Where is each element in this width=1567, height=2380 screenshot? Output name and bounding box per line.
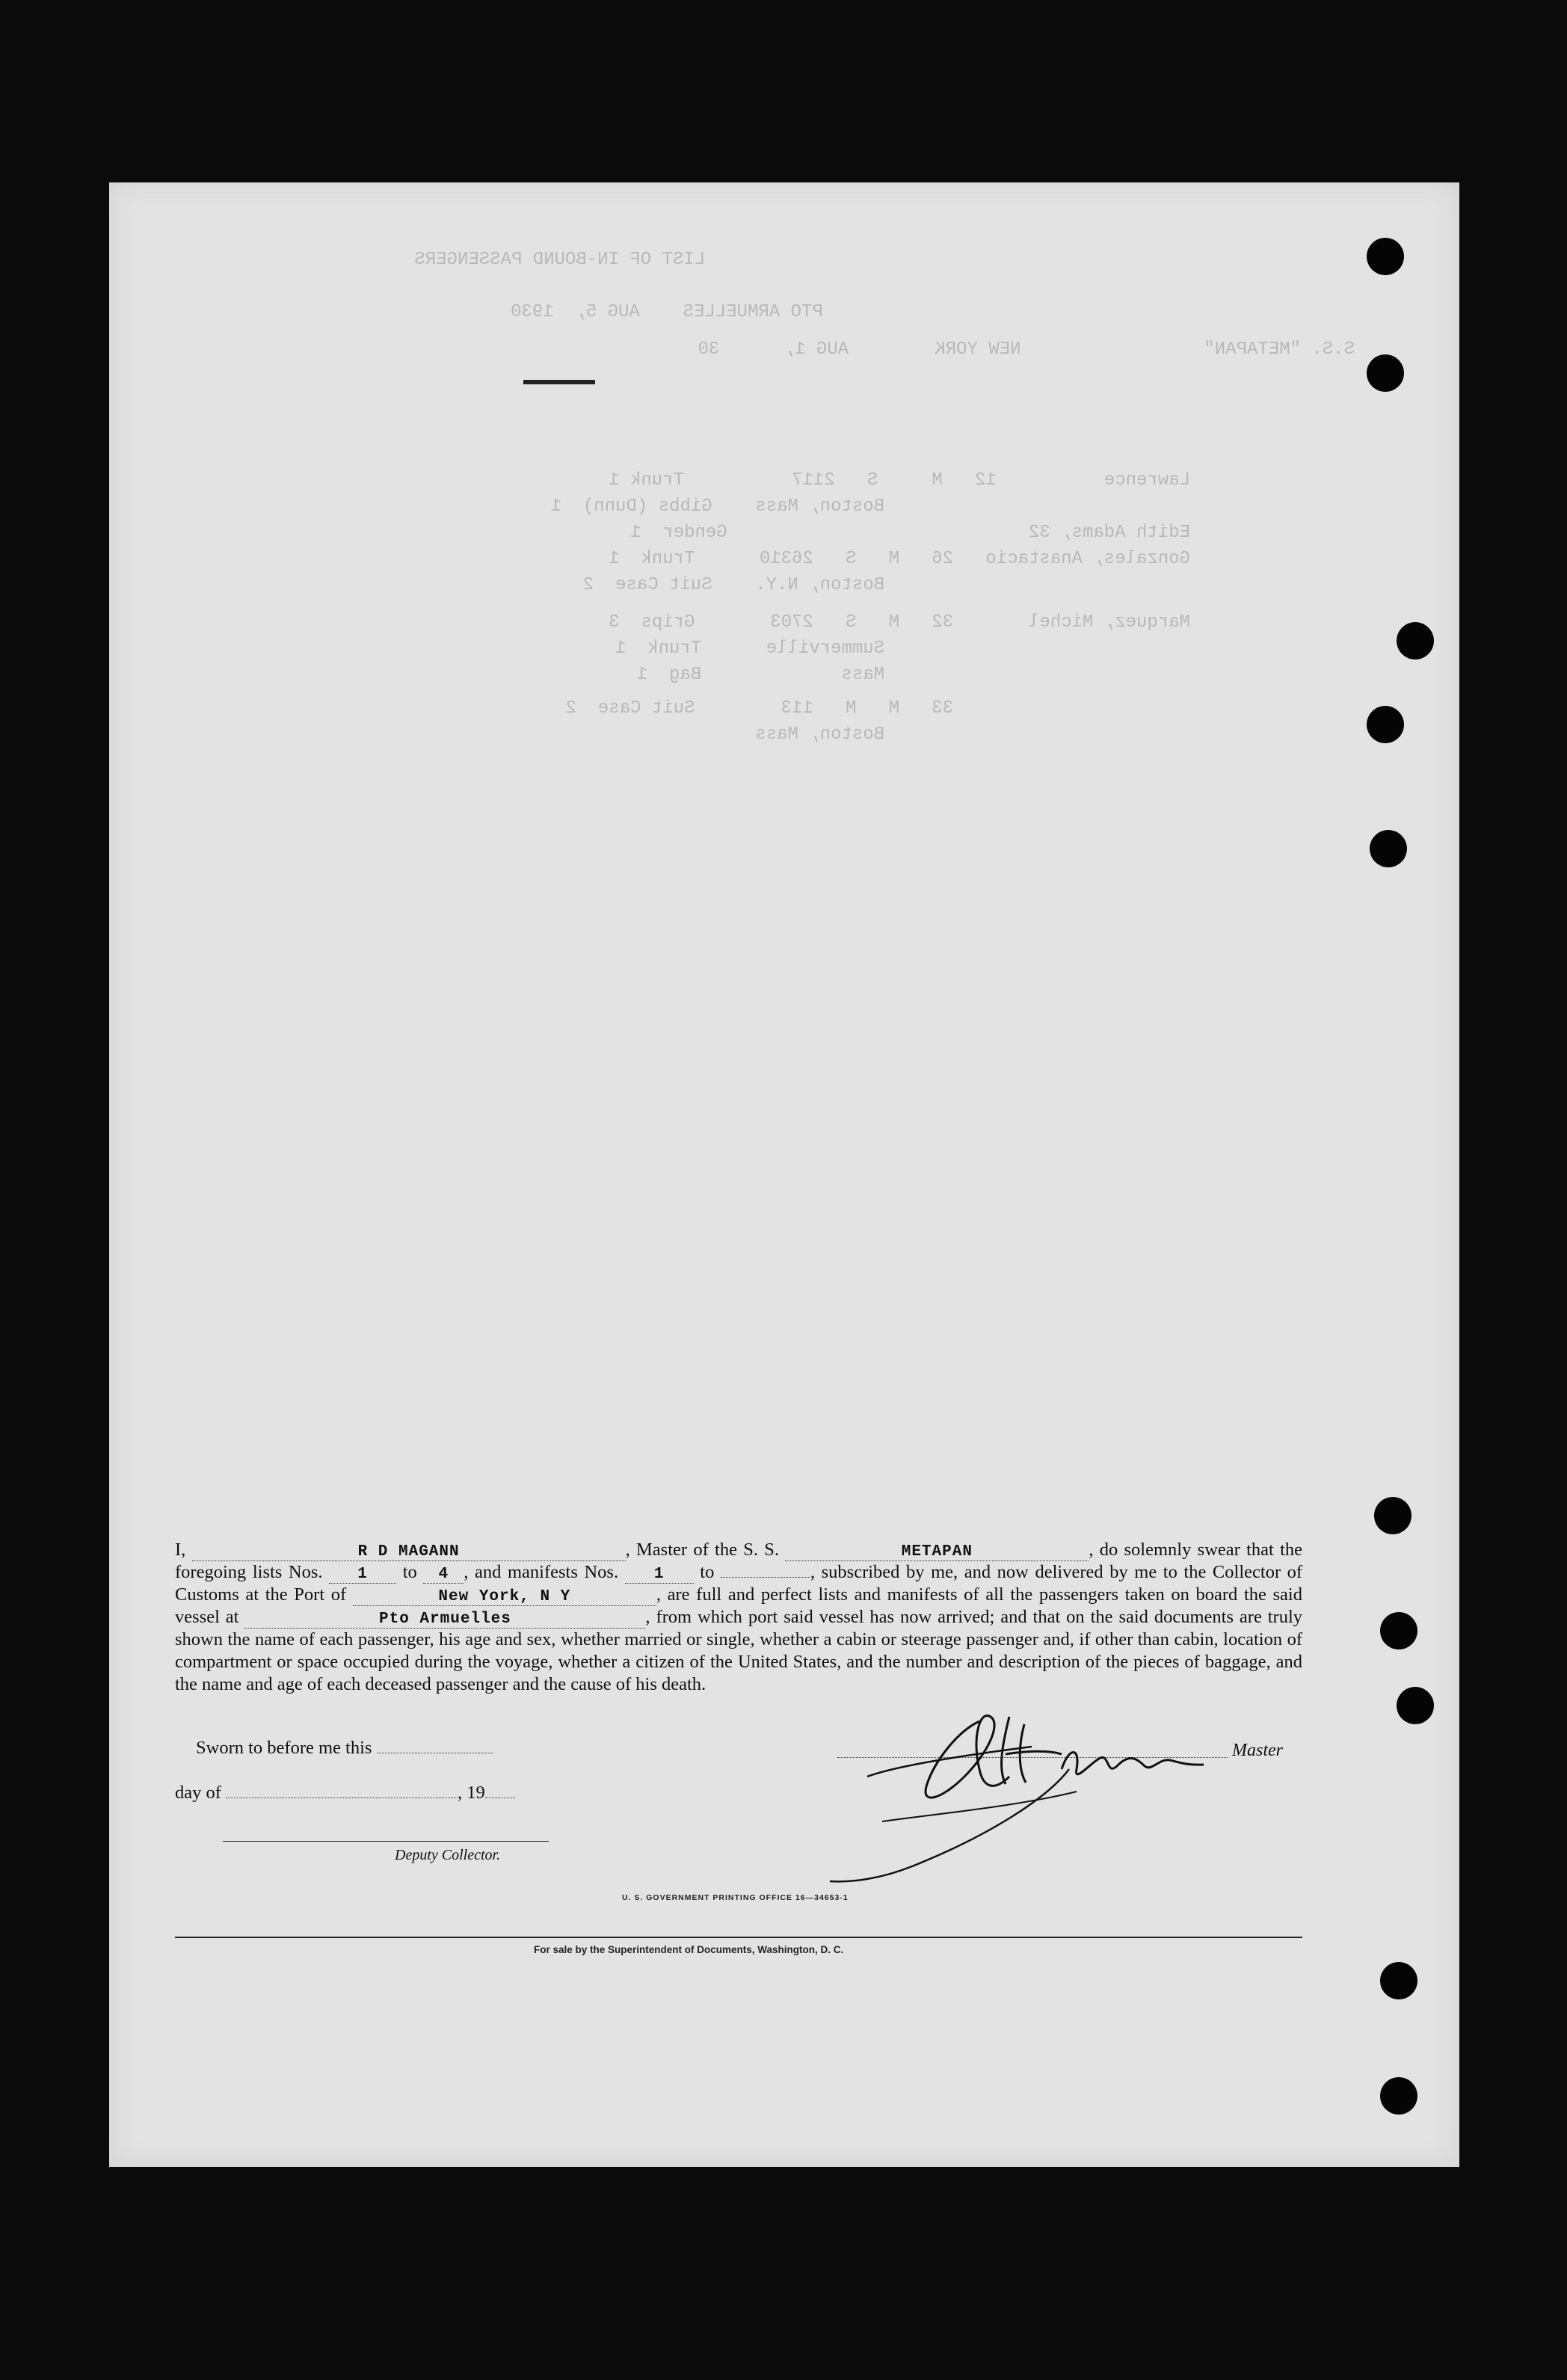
oath-text: manifests of all the passengers taken on board the said vessel at xyxy=(175,1584,1302,1627)
sworn-date-blank xyxy=(377,1739,493,1753)
year-blank xyxy=(485,1784,515,1798)
sworn-label: Sworn to before me this xyxy=(196,1738,372,1758)
oath-text: , subscribed by me, and now xyxy=(810,1562,1029,1582)
list-to-field: 4 xyxy=(423,1566,464,1584)
vessel-name-field: METAPAN xyxy=(785,1544,1089,1561)
bleed-line: Mass Bag 1 xyxy=(636,665,1175,685)
oath-text: delivered by me to the Collector of Customs at the Port of xyxy=(175,1562,1303,1605)
oath-text: , from which xyxy=(645,1607,742,1627)
bleed-line: Boston, Mass Gibbs (Dunn) 1 xyxy=(550,496,1175,517)
master-signature xyxy=(822,1694,1271,1889)
list-from-field: 1 xyxy=(329,1566,396,1584)
manifest-from-field: 1 xyxy=(625,1566,694,1584)
punch-hole xyxy=(1374,1497,1411,1534)
punch-hole xyxy=(1397,622,1434,659)
bleed-line: Boston, Mass xyxy=(755,725,1175,745)
gpo-print-line: U. S. GOVERNMENT PRINTING OFFICE 16—34653-1 xyxy=(622,1893,849,1902)
bleed-line: 33 M M 113 Suit Case 2 xyxy=(565,698,1190,719)
oath-text: , do solemnly xyxy=(1089,1540,1192,1560)
year-prefix: , 19 xyxy=(458,1783,485,1803)
master-oath xyxy=(175,1539,1302,1696)
bleed-line: S.S. "METAPAN" NEW YORK AUG 1, 30 xyxy=(698,339,1355,360)
punch-hole xyxy=(1367,354,1404,392)
punch-hole xyxy=(1397,1687,1434,1724)
oath-text: , Master of the S. S. xyxy=(625,1540,780,1560)
punch-hole xyxy=(1380,2077,1417,2115)
bleed-line: Gonzales, Anastacio 26 M S 26310 Trunk 1 xyxy=(609,549,1190,569)
punch-hole xyxy=(1370,830,1407,867)
bleed-line: LIST OF IN-BOUND PASSENGERS xyxy=(414,250,727,270)
footer-rule xyxy=(175,1937,1302,1938)
oath-text: , are full and perfect lists and xyxy=(656,1584,881,1605)
oath-text: swear that the foregoing lists Nos. xyxy=(175,1540,1303,1582)
deputy-collector-label: Deputy Collector. xyxy=(395,1847,501,1863)
bleed-line: Lawrence 12 M S 2117 Trunk 1 xyxy=(609,470,1190,491)
deputy-signature-line xyxy=(223,1841,549,1842)
bleed-through-text xyxy=(109,182,1459,930)
oath-i: I, xyxy=(175,1540,186,1560)
departure-port-field: Pto Armuelles xyxy=(244,1611,645,1629)
for-sale-notice: For sale by the Superintendent of Documents, Washington, D. C. xyxy=(534,1944,844,1955)
oath-body: port said vessel has now arrived; and that on the said documents are truly shown the name of each passenger, his age and sex, whether married or single, whether a cabin or steerage passenger and, if other than cabin, location of compartment or space occupied during the voyage, whether a citizen of the United States, and the number and description of the pieces of baggage, and the name and age of each deceased passenger and the cause of his death. xyxy=(175,1607,1303,1694)
day-of-blank xyxy=(226,1784,458,1798)
oath-text: , and manifests Nos. xyxy=(464,1562,619,1582)
punch-hole xyxy=(1380,1962,1417,1999)
punch-hole xyxy=(1367,238,1404,275)
punch-hole xyxy=(1367,706,1404,743)
oath-text: to xyxy=(402,1562,417,1582)
bleed-line: Marquez, Michel 32 M S 2703 Grips 3 xyxy=(609,612,1190,633)
master-label: Master xyxy=(1232,1741,1283,1760)
day-of-line xyxy=(175,1783,515,1804)
oath-text: to xyxy=(700,1562,715,1582)
bleed-line: Boston, N.Y. Suit Case 2 xyxy=(582,575,1175,595)
sworn-line xyxy=(196,1738,493,1759)
bleed-line: PTO ARMUELLES AUG 5, 1930 xyxy=(511,302,1071,322)
master-name-field: R D MAGANN xyxy=(192,1544,626,1561)
port-field: New York, N Y xyxy=(353,1589,656,1606)
punch-hole xyxy=(1380,1612,1417,1649)
bleed-line: Edith Adams, 32 Gender 1 xyxy=(630,523,1190,543)
day-of-label: day of xyxy=(175,1783,221,1803)
bleed-line: Summerville Trunk 1 xyxy=(615,639,1175,659)
manifest-to-field xyxy=(721,1577,810,1578)
